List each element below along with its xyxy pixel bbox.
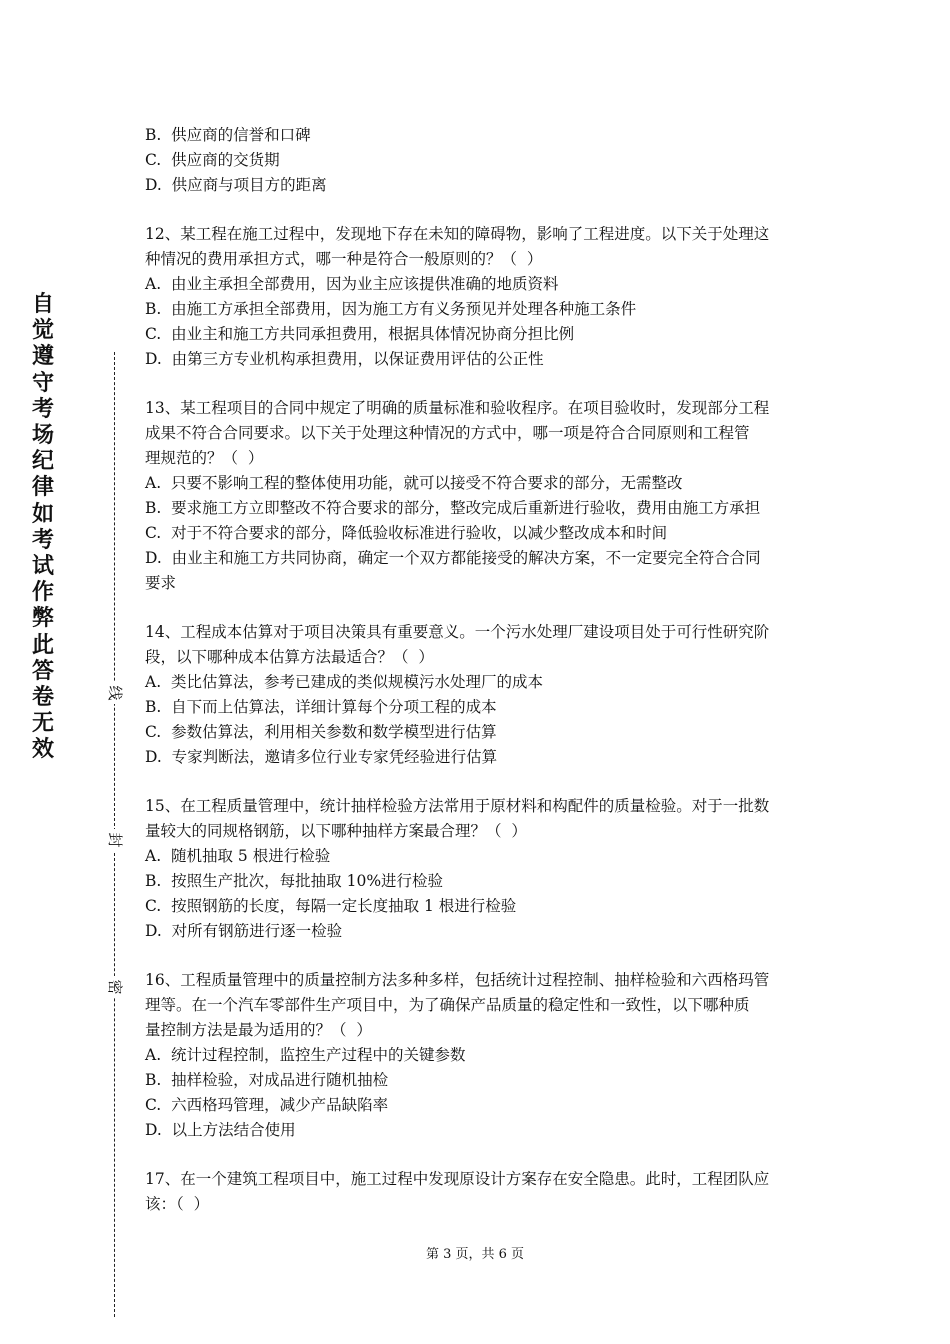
question-stem: 12、某工程在施工过程中，发现地下存在未知的障碍物，影响了工程进度。以下关于处理这	[145, 225, 770, 243]
option-c: C. 由业主和施工方共同承担费用，根据具体情况协商分担比例	[145, 325, 575, 343]
question-12	[145, 222, 813, 372]
question-content	[145, 123, 813, 1217]
question-stem: 该：（ ）	[145, 1195, 210, 1213]
option-d-continued: 要求	[145, 574, 177, 592]
option-c: C. 按照钢筋的长度，每隔一定长度抽取 1 根进行检验	[145, 897, 517, 915]
question-stem: 17、在一个建筑工程项目中，施工过程中发现原设计方案存在安全隐患。此时，工程团队应	[145, 1170, 770, 1188]
question-17	[145, 1167, 813, 1217]
option-b: B. 供应商的信誉和口碑	[145, 126, 311, 144]
question-stem: 量控制方法是最为适用的？（ ）	[145, 1021, 372, 1039]
binding-mark-line: 线	[104, 682, 126, 704]
question-14	[145, 620, 813, 770]
option-c: C. 六西格玛管理，减少产品缺陷率	[145, 1096, 389, 1114]
question-stem: 种情况的费用承担方式，哪一种是符合一般原则的？（ ）	[145, 250, 543, 268]
option-c: C. 对于不符合要求的部分，降低验收标准进行验收，以减少整改成本和时间	[145, 524, 668, 542]
option-a: A. 由业主承担全部费用，因为业主应该提供准确的地质资料	[145, 275, 559, 293]
question-stem: 15、在工程质量管理中，统计抽样检验方法常用于原材料和构配件的质量检验。对于一批数	[145, 797, 770, 815]
option-d: D. 对所有钢筋进行逐一检验	[145, 922, 343, 940]
option-d: D. 供应商与项目方的距离	[145, 176, 327, 194]
option-d: D. 由第三方专业机构承担费用，以保证费用评估的公正性	[145, 350, 544, 368]
question-stem: 16、工程质量管理中的质量控制方法多种多样，包括统计过程控制、抽样检验和六西格玛管	[145, 971, 770, 989]
option-a: A. 类比估算法，参考已建成的类似规模污水处理厂的成本	[145, 673, 543, 691]
option-b: B. 抽样检验，对成品进行随机抽检	[145, 1071, 389, 1089]
option-b: B. 由施工方承担全部费用，因为施工方有义务预见并处理各种施工条件	[145, 300, 637, 318]
option-d: D. 专家判断法，邀请多位行业专家凭经验进行估算	[145, 748, 498, 766]
question-stem: 理规范的？（ ）	[145, 449, 264, 467]
option-d: D. 由业主和施工方共同协商，确定一个双方都能接受的解决方案，不一定要完全符合合同	[145, 549, 761, 567]
binding-mark-seal: 封	[104, 829, 126, 851]
question-stem: 成果不符合合同要求。以下关于处理这种情况的方式中，哪一项是符合合同原则和工程管	[145, 424, 750, 442]
question-stem: 理等。在一个汽车零部件生产项目中，为了确保产品质量的稳定性和一致性，以下哪种质	[145, 996, 750, 1014]
option-a: A. 只要不影响工程的整体使用功能，就可以接受不符合要求的部分，无需整改	[145, 474, 683, 492]
option-a: A. 随机抽取 5 根进行检验	[145, 847, 331, 865]
option-c: C. 供应商的交货期	[145, 151, 280, 169]
question-stem: 13、某工程项目的合同中规定了明确的质量标准和验收程序。在项目验收时，发现部分工程	[145, 399, 770, 417]
binding-mark-secret: 密	[104, 976, 126, 998]
option-b: B. 自下而上估算法，详细计算每个分项工程的成本	[145, 698, 497, 716]
question-15	[145, 794, 813, 944]
option-c: C. 参数估算法，利用相关参数和数学模型进行估算	[145, 723, 497, 741]
question-11-tail	[145, 123, 813, 198]
question-stem: 14、工程成本估算对于项目决策具有重要意义。一个污水处理厂建设项目处于可行性研究阶	[145, 623, 770, 641]
question-stem: 量较大的同规格钢筋，以下哪种抽样方案最合理？（ ）	[145, 822, 527, 840]
question-13	[145, 396, 813, 596]
page-number: 第 3 页，共 6 页	[425, 1247, 525, 1262]
option-b: B. 要求施工方立即整改不符合要求的部分，整改完成后重新进行验收，费用由施工方承担	[145, 499, 761, 517]
question-16	[145, 968, 813, 1143]
option-b: B. 按照生产批次，每批抽取 10%进行检验	[145, 872, 444, 890]
option-d: D. 以上方法结合使用	[145, 1121, 296, 1139]
option-a: A. 统计过程控制，监控生产过程中的关键参数	[145, 1046, 466, 1064]
question-stem: 段，以下哪种成本估算方法最适合？（ ）	[145, 648, 434, 666]
exam-discipline-notice: 自觉遵守考场纪律如考试作弊此答卷无效	[31, 292, 54, 763]
